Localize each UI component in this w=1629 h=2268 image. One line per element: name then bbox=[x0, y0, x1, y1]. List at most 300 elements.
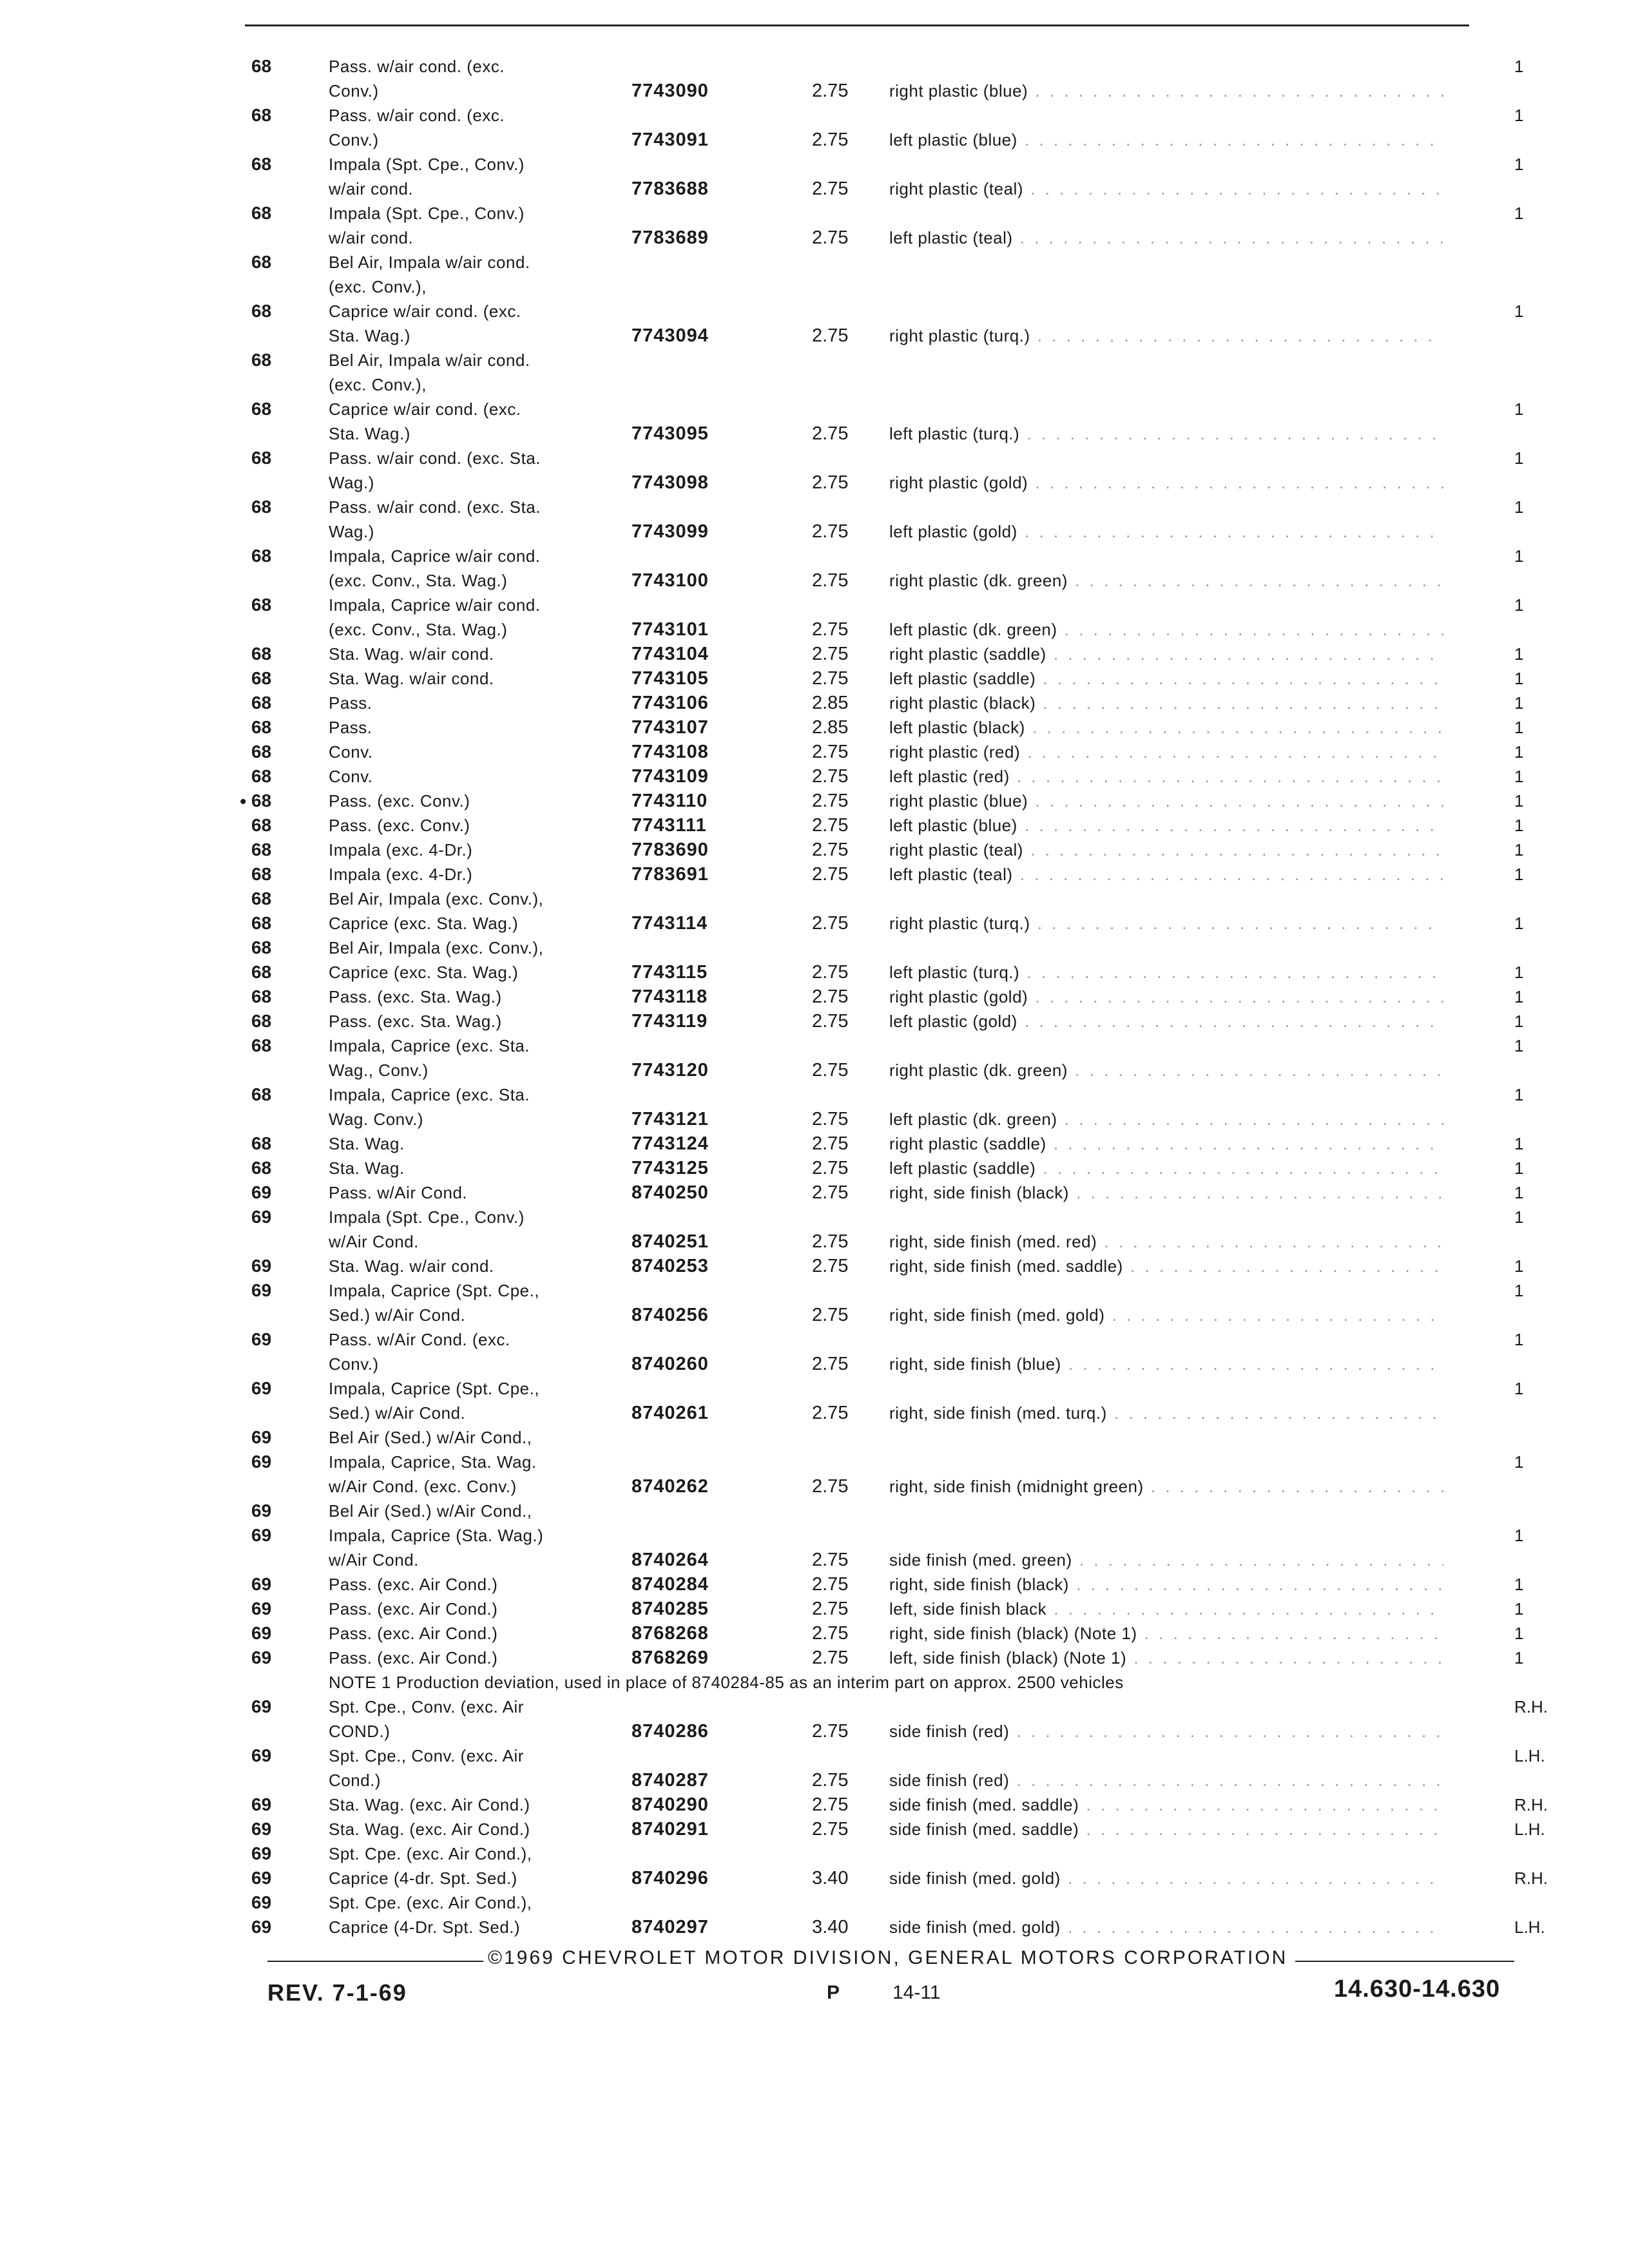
list-price: 2.75 bbox=[812, 227, 849, 248]
quantity: 1 bbox=[1514, 57, 1524, 76]
part-number: 7743094 bbox=[631, 325, 709, 346]
part-row bbox=[251, 838, 1527, 862]
quantity: 1 bbox=[1514, 497, 1524, 517]
model-description: Pass. (exc. Air Cond.) bbox=[329, 1624, 498, 1643]
list-price: 2.75 bbox=[812, 913, 849, 934]
model-description: Impala (Spt. Cpe., Conv.) w/air cond. bbox=[329, 204, 525, 247]
list-price: 2.75 bbox=[812, 840, 849, 860]
part-remark: right plastic (dk. green) . . . bbox=[889, 568, 1443, 593]
quantity: 1 bbox=[1514, 155, 1524, 174]
model-description: Bel Air, Impala w/air cond. (exc. Conv.), bbox=[329, 253, 530, 296]
part-number: 7783688 bbox=[631, 178, 709, 199]
part-row bbox=[251, 1597, 1527, 1621]
part-number: 7743100 bbox=[631, 570, 709, 591]
model-year: 68 bbox=[251, 1035, 272, 1055]
part-number: 7743105 bbox=[631, 668, 709, 689]
copyright-line: ©1969 CHEVROLET MOTOR DIVISION, GENERAL MOTORS CORPORATION bbox=[488, 1947, 1288, 1968]
model-description: Caprice (exc. Sta. Wag.) bbox=[329, 914, 519, 933]
model-year: 68 bbox=[251, 448, 272, 468]
quantity: 1 bbox=[1514, 1036, 1524, 1055]
list-price: 2.75 bbox=[812, 1476, 849, 1497]
part-row bbox=[251, 103, 1527, 152]
list-price: 3.40 bbox=[812, 1868, 849, 1888]
part-row bbox=[251, 397, 1527, 446]
part-number: 7743108 bbox=[631, 742, 709, 762]
model-description: Pass. (exc. Air Cond.) bbox=[329, 1575, 498, 1594]
quantity: 1 bbox=[1514, 1256, 1524, 1276]
list-price: 2.75 bbox=[812, 619, 849, 640]
quantity: 1 bbox=[1514, 816, 1524, 835]
list-price: 2.75 bbox=[812, 1158, 849, 1178]
quantity: R.H. bbox=[1514, 1795, 1548, 1814]
part-remark: left plastic (black) . . . bbox=[889, 715, 1443, 740]
list-price: 2.75 bbox=[812, 1721, 849, 1742]
list-price: 2.75 bbox=[812, 423, 849, 444]
model-year: 69 bbox=[251, 1599, 272, 1619]
model-year: 69 bbox=[251, 1378, 272, 1398]
model-year: 69 bbox=[251, 1648, 272, 1667]
part-remark: right plastic (teal) . . . bbox=[889, 838, 1443, 862]
part-row bbox=[251, 495, 1527, 544]
part-number: 8768268 bbox=[631, 1623, 709, 1644]
part-number: 8740264 bbox=[631, 1550, 709, 1570]
footer-rule-left bbox=[267, 1961, 483, 1962]
part-remark: side finish (red) . . . bbox=[889, 1719, 1443, 1744]
list-price: 2.75 bbox=[812, 766, 849, 787]
model-year: 68 bbox=[251, 766, 272, 786]
model-description: Pass. (exc. Sta. Wag.) bbox=[329, 987, 502, 1006]
quantity: 1 bbox=[1514, 1012, 1524, 1031]
quantity: 1 bbox=[1514, 1599, 1524, 1619]
part-remark: right, side finish (blue) . . . bbox=[889, 1352, 1443, 1376]
model-description: Impala, Caprice (exc. Sta. Wag. Conv.) bbox=[329, 1085, 530, 1129]
part-number: 7743109 bbox=[631, 766, 709, 787]
part-row bbox=[251, 201, 1527, 250]
model-year: 68 bbox=[251, 546, 272, 566]
model-description: Caprice (4-Dr. Spt. Sed.) bbox=[329, 1917, 521, 1937]
part-number: 7783689 bbox=[631, 227, 709, 248]
model-year: 68 bbox=[251, 986, 272, 1006]
part-row bbox=[251, 740, 1527, 764]
part-number: 7743119 bbox=[631, 1011, 708, 1032]
quantity: 1 bbox=[1514, 1134, 1524, 1153]
model-description: Impala, Caprice, Sta. Wag. w/Air Cond. (exc. Conv.) bbox=[329, 1452, 537, 1496]
quantity: 1 bbox=[1514, 106, 1524, 125]
part-remark: side finish (med. saddle) . . . bbox=[889, 1817, 1443, 1841]
part-row bbox=[251, 715, 1527, 740]
model-description: Sta. Wag. w/air cond. bbox=[329, 644, 494, 664]
quantity: 1 bbox=[1514, 865, 1524, 884]
model-description: Impala (exc. 4-Dr.) bbox=[329, 840, 473, 860]
part-remark: right plastic (saddle) . . . bbox=[889, 1131, 1443, 1156]
list-price: 2.75 bbox=[812, 1109, 849, 1129]
quantity: 1 bbox=[1514, 1207, 1524, 1227]
model-description: Sta. Wag. w/air cond. bbox=[329, 1256, 494, 1276]
model-description: Caprice w/air cond. (exc. Sta. Wag.) bbox=[329, 399, 521, 443]
part-row bbox=[251, 985, 1527, 1009]
part-remark: side finish (med. green) . . . bbox=[889, 1548, 1443, 1572]
model-year: 69 bbox=[251, 1843, 272, 1863]
part-row bbox=[251, 1327, 1527, 1376]
model-description: Conv. bbox=[329, 742, 373, 762]
part-row bbox=[251, 936, 1527, 960]
model-year: 68 bbox=[251, 154, 272, 174]
model-year: 68 bbox=[251, 350, 272, 370]
part-number: 7743124 bbox=[631, 1133, 709, 1154]
part-remark: left plastic (teal) . . . bbox=[889, 862, 1443, 887]
list-price: 2.75 bbox=[812, 1354, 849, 1374]
part-number: 8740250 bbox=[631, 1182, 709, 1203]
part-row bbox=[251, 299, 1527, 348]
list-price: 2.75 bbox=[812, 1599, 849, 1619]
list-price: 2.75 bbox=[812, 570, 849, 591]
list-price: 2.75 bbox=[812, 1011, 849, 1032]
list-price: 2.75 bbox=[812, 1256, 849, 1276]
part-remark: right, side finish (med. gold) . . . bbox=[889, 1303, 1443, 1327]
part-number: 8740290 bbox=[631, 1794, 709, 1815]
list-price: 2.75 bbox=[812, 130, 849, 150]
model-year: 68 bbox=[251, 105, 272, 125]
part-number: 7743090 bbox=[631, 81, 709, 101]
part-row bbox=[251, 1744, 1545, 1792]
quantity: 1 bbox=[1514, 767, 1524, 786]
part-row bbox=[251, 691, 1527, 715]
part-row bbox=[251, 1205, 1527, 1254]
model-year: 68 bbox=[251, 1011, 272, 1031]
part-remark: left plastic (teal) . . . bbox=[889, 226, 1443, 250]
quantity: 1 bbox=[1514, 1526, 1524, 1545]
model-year: 69 bbox=[251, 1182, 272, 1202]
part-row bbox=[251, 54, 1527, 103]
model-year: 68 bbox=[251, 1133, 272, 1153]
part-row bbox=[251, 1890, 1527, 1915]
model-description: Pass. w/Air Cond. (exc. Conv.) bbox=[329, 1330, 510, 1374]
model-year: 68 bbox=[251, 742, 272, 762]
model-description: Sta. Wag. (exc. Air Cond.) bbox=[329, 1820, 530, 1839]
part-row bbox=[251, 1425, 1527, 1450]
model-description: Pass. bbox=[329, 718, 372, 737]
part-number: 7743110 bbox=[631, 791, 708, 811]
model-year: 68 bbox=[251, 717, 272, 737]
model-description: Pass. bbox=[329, 693, 372, 713]
part-row bbox=[251, 152, 1527, 201]
quantity: 1 bbox=[1514, 669, 1524, 688]
model-description: Impala (Spt. Cpe., Conv.) w/Air Cond. bbox=[329, 1207, 525, 1251]
part-remark: right plastic (turq.) . . . bbox=[889, 911, 1443, 936]
quantity: 1 bbox=[1514, 546, 1524, 566]
part-remark: right, side finish (med. saddle) . . . bbox=[889, 1254, 1443, 1278]
part-number: 8740256 bbox=[631, 1305, 709, 1325]
model-year: 68 bbox=[251, 815, 272, 835]
model-description: Pass. w/Air Cond. bbox=[329, 1183, 468, 1202]
part-remark: right plastic (turq.) . . . bbox=[889, 323, 1443, 348]
model-year: 69 bbox=[251, 1280, 272, 1300]
part-remark: left plastic (saddle) . . . bbox=[889, 1156, 1443, 1180]
part-row bbox=[251, 887, 1527, 911]
part-remark: right, side finish (midnight green) . . . bbox=[889, 1474, 1443, 1499]
list-price: 2.75 bbox=[812, 1305, 849, 1325]
part-number: 7743121 bbox=[631, 1109, 709, 1129]
part-remark: right, side finish (med. red) . . . bbox=[889, 1229, 1443, 1254]
quantity: 1 bbox=[1514, 204, 1524, 223]
revision-date: REV. 7-1-69 bbox=[267, 1979, 407, 2006]
model-description: Pass. (exc. Sta. Wag.) bbox=[329, 1012, 502, 1031]
part-row bbox=[251, 1621, 1527, 1646]
model-year: 69 bbox=[251, 1329, 272, 1349]
model-description: Pass. w/air cond. (exc. Conv.) bbox=[329, 106, 505, 149]
list-price: 2.75 bbox=[812, 1060, 849, 1081]
part-remark: left, side finish (black) (Note 1) . . . bbox=[889, 1646, 1443, 1670]
part-number: 8740260 bbox=[631, 1354, 709, 1374]
model-description: Bel Air, Impala (exc. Conv.), bbox=[329, 938, 544, 957]
part-number: 7743104 bbox=[631, 644, 709, 664]
part-row bbox=[251, 1278, 1527, 1327]
footer-rule-right bbox=[1295, 1961, 1514, 1962]
list-price: 2.75 bbox=[812, 178, 849, 199]
model-year: 68 bbox=[251, 595, 272, 615]
list-price: 2.85 bbox=[812, 717, 849, 738]
part-row bbox=[251, 1792, 1548, 1817]
model-year: 68 bbox=[251, 913, 272, 933]
part-number: 8740297 bbox=[631, 1917, 709, 1937]
part-row bbox=[251, 250, 1527, 299]
part-row bbox=[251, 1180, 1527, 1205]
model-description: Impala (Spt. Cpe., Conv.) w/air cond. bbox=[329, 155, 525, 198]
part-row bbox=[251, 960, 1527, 985]
model-description: Sta. Wag. bbox=[329, 1158, 405, 1178]
model-year: 68 bbox=[251, 864, 272, 884]
model-year: 69 bbox=[251, 1745, 272, 1765]
part-row bbox=[251, 1866, 1548, 1890]
model-year: 69 bbox=[251, 1819, 272, 1839]
part-row bbox=[251, 593, 1527, 642]
part-remark: right, side finish (black) . . . bbox=[889, 1572, 1443, 1597]
part-number: 7743106 bbox=[631, 693, 709, 713]
list-price: 2.75 bbox=[812, 81, 849, 101]
part-number: 8740262 bbox=[631, 1476, 709, 1497]
part-row bbox=[251, 1156, 1527, 1180]
note-line bbox=[251, 1670, 1527, 1695]
model-year: 68 bbox=[251, 791, 272, 811]
model-year: 69 bbox=[251, 1525, 272, 1545]
list-price: 2.75 bbox=[812, 1574, 849, 1595]
model-year: 68 bbox=[251, 301, 272, 321]
part-remark: right plastic (black) . . . bbox=[889, 691, 1443, 715]
part-remark: right plastic (blue) . . . bbox=[889, 789, 1443, 813]
part-row bbox=[251, 1450, 1527, 1499]
part-number: 7743095 bbox=[631, 423, 709, 444]
list-price: 2.75 bbox=[812, 1648, 849, 1668]
model-year: 68 bbox=[251, 889, 272, 908]
model-year: 69 bbox=[251, 1892, 272, 1912]
quantity: R.H. bbox=[1514, 1697, 1548, 1716]
part-number: 8740253 bbox=[631, 1256, 709, 1276]
part-number: 8740251 bbox=[631, 1231, 709, 1252]
model-year: 69 bbox=[251, 1427, 272, 1447]
list-price: 2.75 bbox=[812, 864, 849, 885]
part-row bbox=[251, 1915, 1545, 1939]
part-remark: right plastic (gold) . . . bbox=[889, 985, 1443, 1009]
quantity: 1 bbox=[1514, 963, 1524, 982]
quantity: L.H. bbox=[1514, 1746, 1545, 1765]
part-number: 7743125 bbox=[631, 1158, 709, 1178]
list-price: 2.75 bbox=[812, 962, 849, 983]
quantity: 1 bbox=[1514, 1281, 1524, 1300]
quantity: 1 bbox=[1514, 1379, 1524, 1398]
part-row bbox=[251, 446, 1527, 495]
quantity: 1 bbox=[1514, 1648, 1524, 1667]
quantity: 1 bbox=[1514, 399, 1524, 419]
model-description: NOTE 1 Production deviation, used in place of 8740284-85 as an interim part on approx. 2500 vehicles bbox=[329, 1673, 1124, 1692]
part-row bbox=[251, 1572, 1527, 1597]
model-description: Bel Air (Sed.) w/Air Cond., bbox=[329, 1501, 532, 1521]
part-remark: side finish (med. gold) . . . bbox=[889, 1866, 1443, 1890]
part-remark: left plastic (dk. green) . . . bbox=[889, 1107, 1443, 1131]
part-row bbox=[251, 1523, 1527, 1572]
list-price: 2.75 bbox=[812, 1550, 849, 1570]
top-rule bbox=[245, 24, 1469, 26]
part-number: 7743120 bbox=[631, 1060, 709, 1081]
part-number: 8740287 bbox=[631, 1770, 709, 1791]
quantity: 1 bbox=[1514, 1452, 1524, 1472]
part-remark: right plastic (gold) . . . bbox=[889, 470, 1443, 495]
list-price: 2.75 bbox=[812, 668, 849, 689]
part-row bbox=[251, 642, 1527, 666]
parts-list bbox=[251, 54, 1548, 1939]
part-number: 8740285 bbox=[631, 1599, 709, 1619]
quantity: 1 bbox=[1514, 1330, 1524, 1349]
model-description: Bel Air, Impala (exc. Conv.), bbox=[329, 889, 544, 908]
part-remark: side finish (med. gold) . . . bbox=[889, 1915, 1443, 1939]
model-description: Sta. Wag. w/air cond. bbox=[329, 669, 494, 688]
part-remark: left plastic (gold) . . . bbox=[889, 519, 1443, 544]
part-remark: right plastic (saddle) . . . bbox=[889, 642, 1443, 666]
quantity: 1 bbox=[1514, 693, 1524, 713]
part-remark: right, side finish (med. turq.) . . . bbox=[889, 1401, 1443, 1425]
model-year: 68 bbox=[251, 937, 272, 957]
part-remark: right, side finish (black) (Note 1) . . . bbox=[889, 1621, 1443, 1646]
part-row bbox=[251, 862, 1527, 887]
part-number: 7783690 bbox=[631, 840, 709, 860]
part-row bbox=[251, 1254, 1527, 1278]
part-remark: left plastic (dk. green) . . . bbox=[889, 617, 1443, 642]
quantity: 1 bbox=[1514, 1183, 1524, 1202]
part-number: 8740291 bbox=[631, 1819, 709, 1840]
model-year: 68 bbox=[251, 1158, 272, 1178]
model-description: Impala, Caprice w/air cond. (exc. Conv., Sta. Wag.) bbox=[329, 546, 541, 590]
model-description: Impala, Caprice (Spt. Cpe., Sed.) w/Air Cond. bbox=[329, 1379, 540, 1423]
model-description: Spt. Cpe., Conv. (exc. Air Cond.) bbox=[329, 1746, 524, 1790]
quantity: 1 bbox=[1514, 1624, 1524, 1643]
model-description: Bel Air, Impala w/air cond. (exc. Conv.), bbox=[329, 351, 530, 394]
list-price: 2.75 bbox=[812, 1819, 849, 1840]
part-row bbox=[251, 666, 1527, 691]
model-year: 69 bbox=[251, 1696, 272, 1716]
model-description: Pass. (exc. Conv.) bbox=[329, 816, 470, 835]
quantity: 1 bbox=[1514, 718, 1524, 737]
list-price: 2.75 bbox=[812, 472, 849, 493]
model-description: Pass. w/air cond. (exc. Conv.) bbox=[329, 57, 505, 101]
list-price: 2.75 bbox=[812, 1403, 849, 1423]
quantity: 1 bbox=[1514, 1085, 1524, 1104]
model-year: 69 bbox=[251, 1501, 272, 1521]
part-remark: left plastic (blue) . . . bbox=[889, 128, 1443, 152]
part-row bbox=[251, 1033, 1527, 1082]
quantity: 1 bbox=[1514, 1575, 1524, 1594]
part-row bbox=[251, 813, 1527, 838]
part-number: 7743101 bbox=[631, 619, 709, 640]
part-row bbox=[251, 1695, 1548, 1744]
part-row bbox=[251, 1376, 1527, 1425]
list-price: 2.75 bbox=[812, 325, 849, 346]
model-description: Impala, Caprice (exc. Sta. Wag., Conv.) bbox=[329, 1036, 530, 1080]
part-row bbox=[251, 764, 1527, 789]
quantity: 1 bbox=[1514, 840, 1524, 860]
quantity: 1 bbox=[1514, 987, 1524, 1006]
model-description: Pass. (exc. Conv.) bbox=[329, 791, 470, 811]
part-number: 7743091 bbox=[631, 130, 709, 150]
model-description: Bel Air (Sed.) w/Air Cond., bbox=[329, 1428, 532, 1447]
model-year: 69 bbox=[251, 1917, 272, 1937]
model-description: Impala, Caprice w/air cond. (exc. Conv., Sta. Wag.) bbox=[329, 595, 541, 639]
quantity: 1 bbox=[1514, 644, 1524, 664]
model-description: Spt. Cpe., Conv. (exc. Air COND.) bbox=[329, 1697, 524, 1741]
list-price: 2.75 bbox=[812, 1182, 849, 1203]
margin-mark: • bbox=[240, 791, 247, 812]
part-number: 7743107 bbox=[631, 717, 709, 738]
part-number: 7743114 bbox=[631, 913, 708, 934]
model-year: 69 bbox=[251, 1256, 272, 1276]
list-price: 2.75 bbox=[812, 1794, 849, 1815]
list-price: 2.75 bbox=[812, 521, 849, 542]
group-reference: 14.630-14.630 bbox=[1334, 1975, 1501, 2003]
quantity: 1 bbox=[1514, 302, 1524, 321]
part-remark: left plastic (blue) . . . bbox=[889, 813, 1443, 838]
part-remark: right plastic (dk. green) . . . bbox=[889, 1058, 1443, 1082]
part-number: 7743111 bbox=[631, 815, 707, 836]
model-description: Caprice w/air cond. (exc. Sta. Wag.) bbox=[329, 302, 521, 345]
model-year: 69 bbox=[251, 1623, 272, 1643]
quantity: 1 bbox=[1514, 595, 1524, 615]
quantity: L.H. bbox=[1514, 1820, 1545, 1839]
part-remark: side finish (red) . . . bbox=[889, 1768, 1443, 1792]
part-remark: left plastic (gold) . . . bbox=[889, 1009, 1443, 1033]
model-year: 68 bbox=[251, 644, 272, 664]
page-letter: P bbox=[827, 1982, 840, 2003]
model-year: 68 bbox=[251, 203, 272, 223]
model-description: Conv. bbox=[329, 767, 373, 786]
model-description: Pass. (exc. Air Cond.) bbox=[329, 1648, 498, 1667]
part-number: 7743099 bbox=[631, 521, 709, 542]
list-price: 2.75 bbox=[812, 644, 849, 664]
part-row bbox=[251, 348, 1527, 397]
list-price: 2.75 bbox=[812, 742, 849, 762]
part-number: 7783691 bbox=[631, 864, 709, 885]
quantity: 1 bbox=[1514, 914, 1524, 933]
model-description: Sta. Wag. bbox=[329, 1134, 405, 1153]
list-price: 2.75 bbox=[812, 791, 849, 811]
list-price: 2.75 bbox=[812, 1623, 849, 1644]
model-year: 68 bbox=[251, 962, 272, 982]
list-price: 3.40 bbox=[812, 1917, 849, 1937]
quantity: 1 bbox=[1514, 448, 1524, 468]
list-price: 2.75 bbox=[812, 986, 849, 1007]
model-description: Sta. Wag. (exc. Air Cond.) bbox=[329, 1795, 530, 1814]
part-row bbox=[251, 1646, 1527, 1670]
quantity: 1 bbox=[1514, 1158, 1524, 1178]
model-year: 68 bbox=[251, 1084, 272, 1104]
model-year: 68 bbox=[251, 56, 272, 76]
